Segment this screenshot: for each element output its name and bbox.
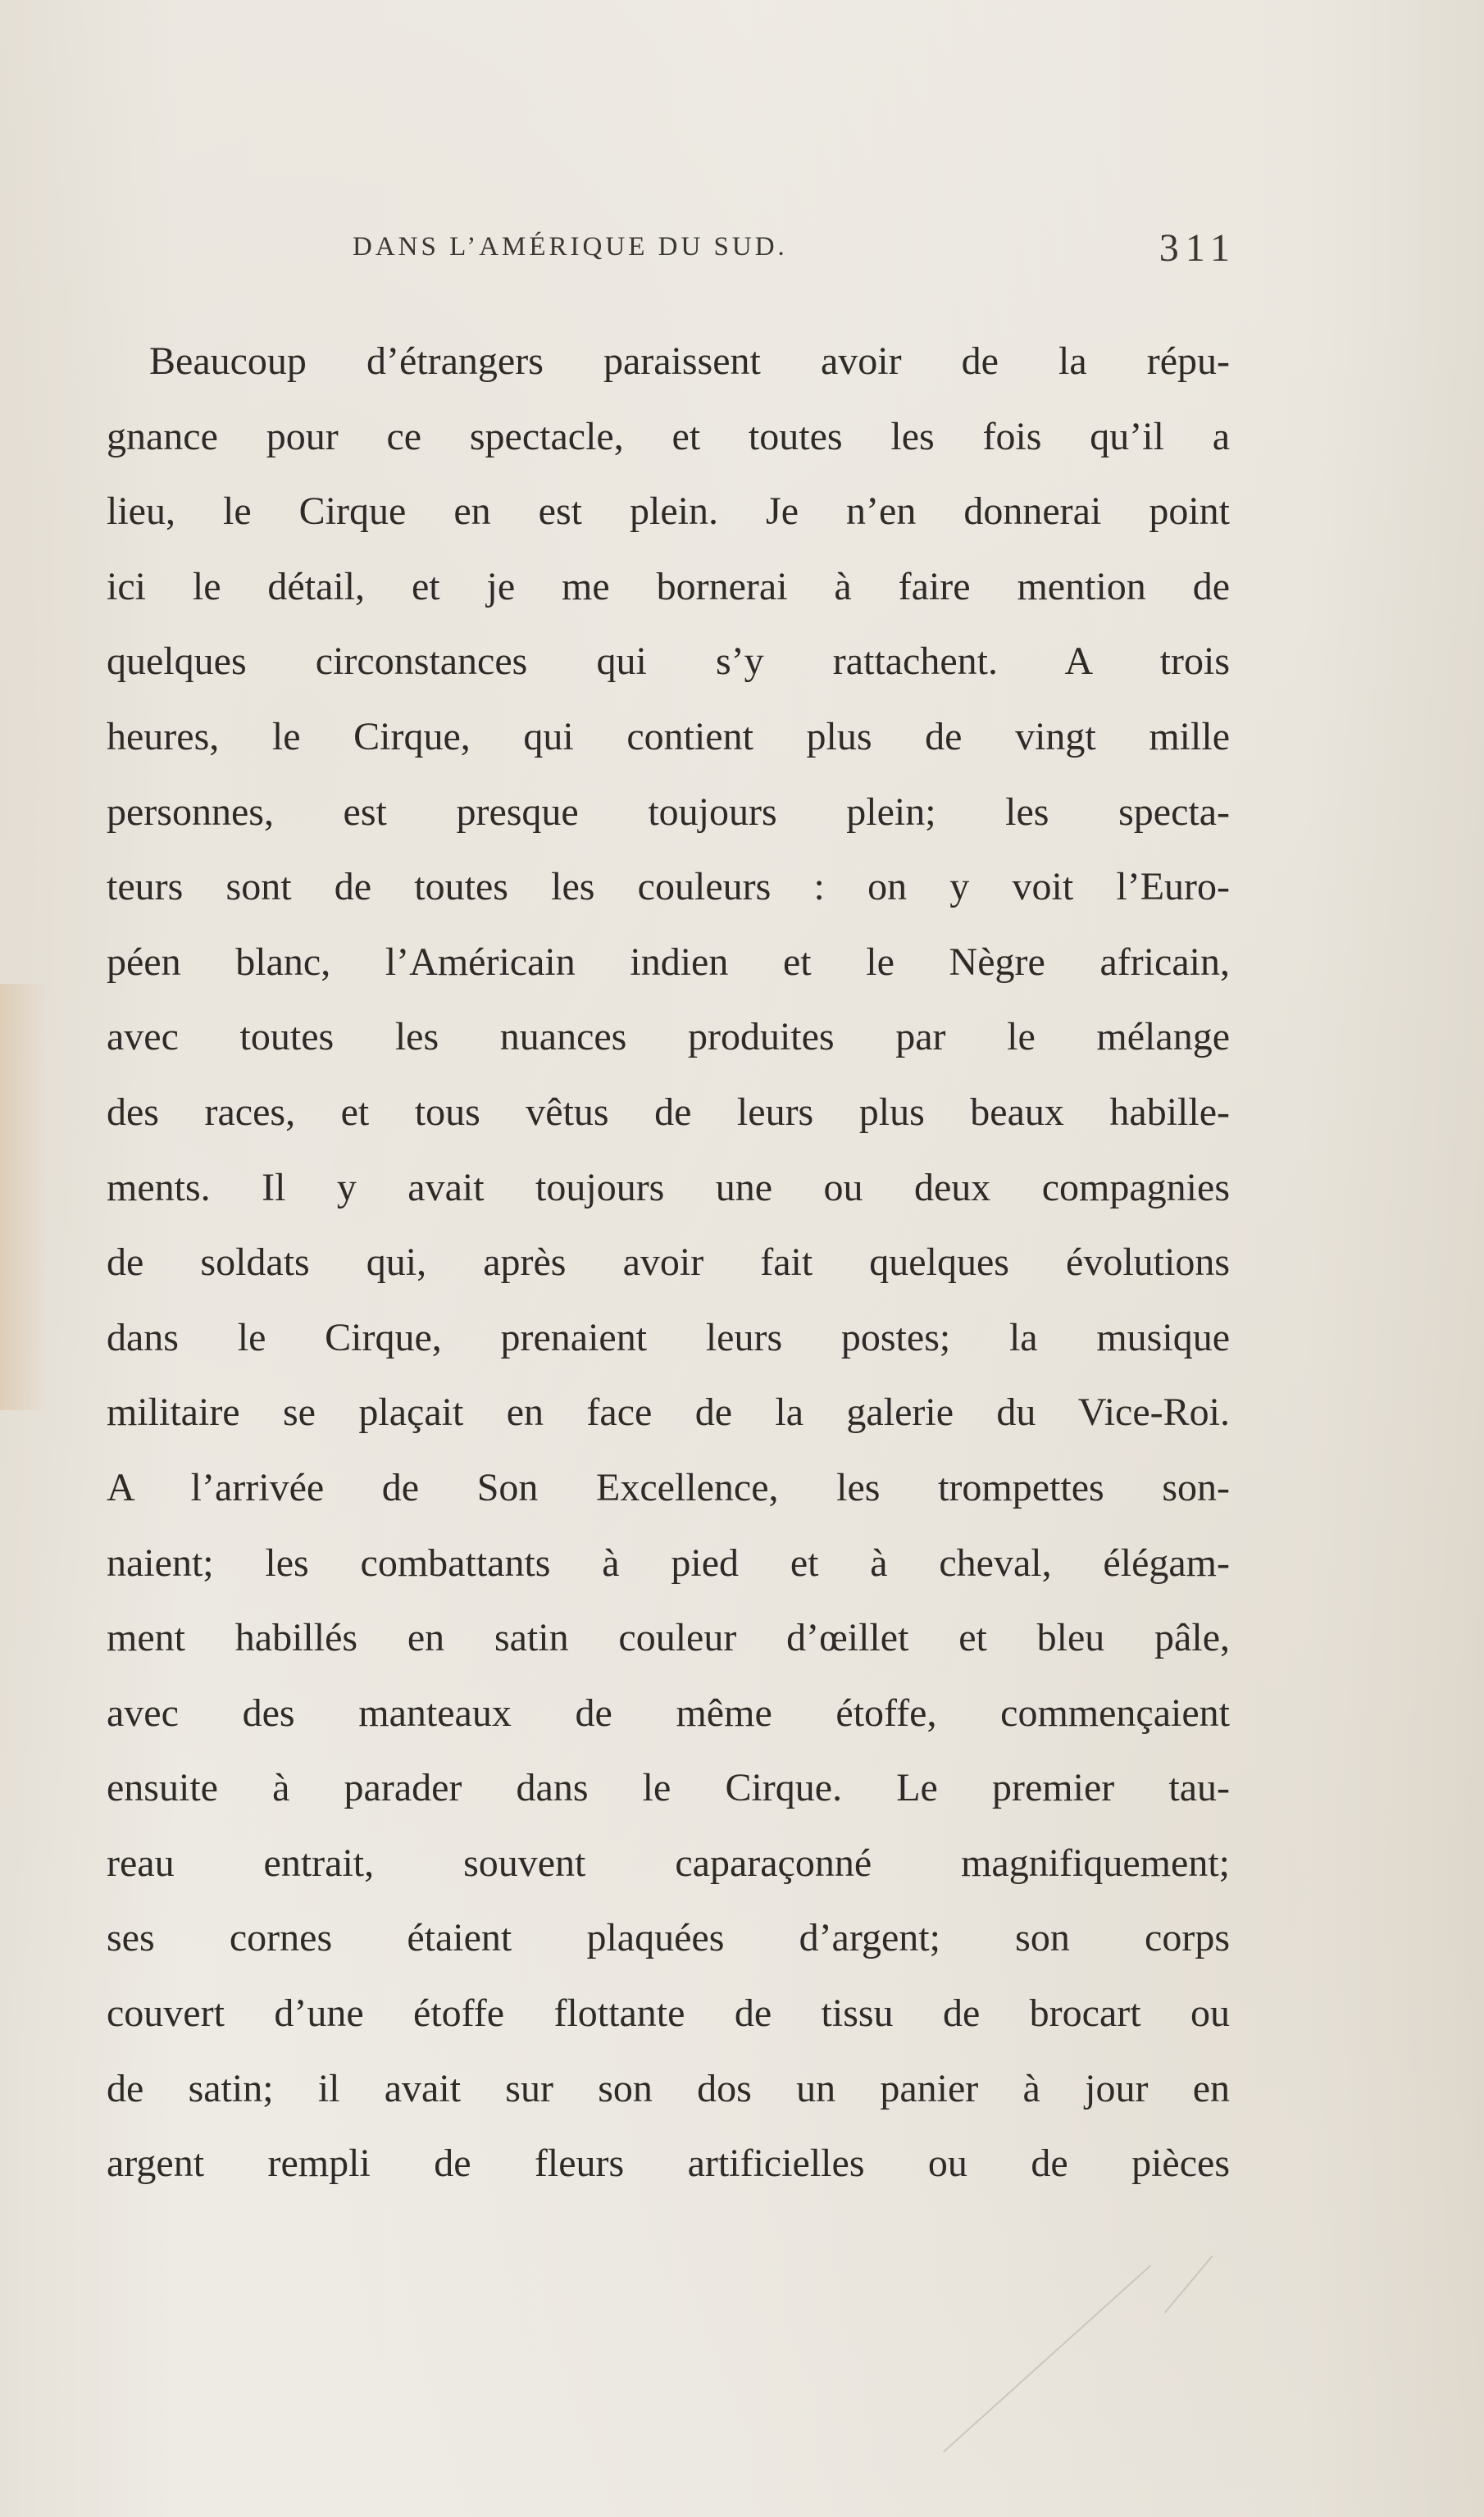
text-line: des races, et tous vêtus de leurs plus beaux habille- [107, 1090, 1230, 1134]
page-number: 311 [1159, 226, 1236, 270]
text-line: ensuite à parader dans le Cirque. Le premier tau- [107, 1766, 1230, 1810]
body-text [107, 324, 1230, 2201]
text-line: personnes, est presque toujours plein; les specta- [107, 790, 1230, 834]
paper-scratch [1164, 2255, 1213, 2313]
text-line: de soldats qui, après avoir fait quelques évolutions [107, 1240, 1230, 1285]
text-line: dans le Cirque, prenaient leurs postes; la musique [107, 1315, 1230, 1359]
text-line: avec toutes les nuances produites par le mélange [107, 1015, 1230, 1059]
text-line: avec des manteaux de même étoffe, commençaient [107, 1691, 1230, 1735]
text-line: lieu, le Cirque en est plein. Je n’en donnerai point [107, 489, 1230, 534]
page-header [107, 226, 1236, 289]
text-line: A l’arrivée de Son Excellence, les trompettes son- [107, 1465, 1230, 1509]
text-line: militaire se plaçait en face de la galerie du Vice-Roi. [107, 1390, 1230, 1435]
text-line: quelques circonstances qui s’y rattachent. A trois [107, 639, 1230, 684]
text-line: Beaucoup d’étrangers paraissent avoir de la répu- [149, 339, 1230, 383]
text-line: de satin; il avait sur son dos un panier à jour en [107, 2066, 1230, 2110]
text-line: heures, le Cirque, qui contient plus de vingt mille [107, 714, 1230, 758]
paper-scratch [943, 2264, 1151, 2452]
text-line: ici le détail, et je me bornerai à faire mention de [107, 564, 1230, 608]
text-line: ses cornes étaient plaquées d’argent; son corps [107, 1916, 1230, 1960]
text-line: reau entrait, souvent caparaçonné magnifiquement; [107, 1841, 1230, 1885]
text-line: ment habillés en satin couleur d’œillet et bleu pâle, [107, 1616, 1230, 1660]
text-line: argent rempli de fleurs artificielles ou de pièces [107, 2141, 1230, 2186]
running-head: DANS L’AMÉRIQUE DU SUD. [353, 232, 788, 262]
text-line: ments. Il y avait toujours une ou deux compagnies [107, 1165, 1230, 1209]
text-line: péen blanc, l’Américain indien et le Nègre africain, [107, 940, 1230, 984]
text-line: teurs sont de toutes les couleurs : on y voit l’Euro- [107, 865, 1230, 909]
text-line: naient; les combattants à pied et à cheval, élégam- [107, 1541, 1230, 1585]
paper-stain [0, 984, 49, 1410]
text-line: gnance pour ce spectacle, et toutes les fois qu’il a [107, 414, 1230, 458]
text-line: couvert d’une étoffe flottante de tissu de brocart ou [107, 1991, 1230, 2036]
